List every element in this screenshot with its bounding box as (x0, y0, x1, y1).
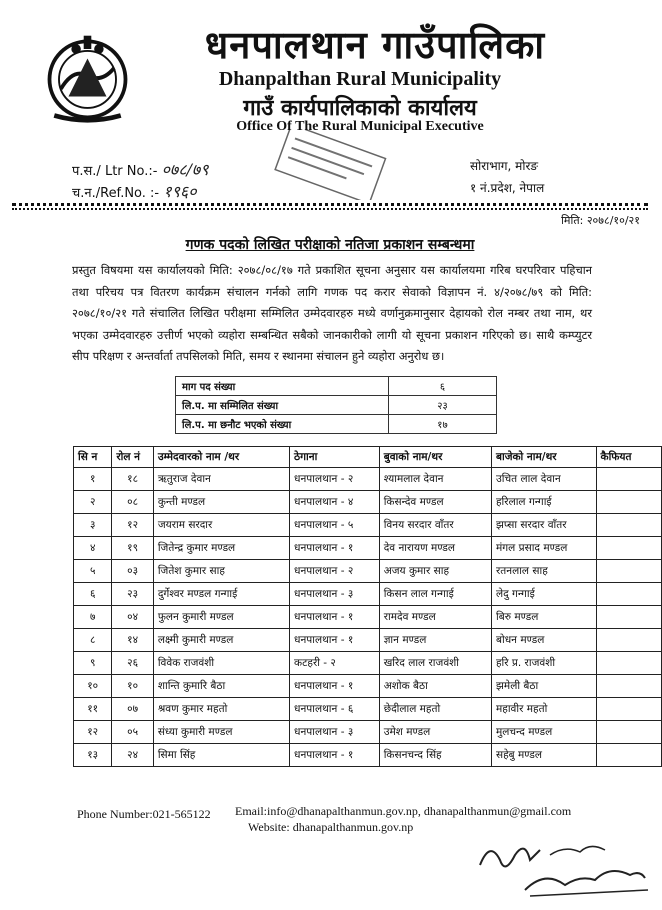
reference-number (72, 180, 197, 202)
cell-candidate-name: दुर्गेश्वर मण्डल गन्गाई (153, 583, 289, 606)
header-divider-secondary (12, 208, 648, 210)
cell-grandfather-name: महावीर महतो (491, 698, 596, 721)
cell-roll: २६ (112, 652, 153, 675)
letter-number (72, 158, 209, 180)
table-row (74, 468, 662, 491)
cell-address: धनपालथान - १ (290, 744, 380, 767)
cell-grandfather-name: हरिलाल गन्गाई (491, 491, 596, 514)
cell-father-name: उमेश मण्डल (379, 721, 491, 744)
summary-label: माग पद संख्या (176, 377, 389, 396)
cell-grandfather-name: झमेली बैठा (491, 675, 596, 698)
table-row (74, 629, 662, 652)
col-roll: रोल नं (112, 447, 153, 468)
cell-grandfather-name: बोधन मण्डल (491, 629, 596, 652)
table-row (74, 514, 662, 537)
cell-serial: ३ (74, 514, 112, 537)
cell-address: धनपालथान - १ (290, 675, 380, 698)
cell-candidate-name: श्रवण कुमार महतो (153, 698, 289, 721)
summary-value: १७ (389, 415, 497, 434)
cell-roll: २३ (112, 583, 153, 606)
cell-address: धनपालथान - ३ (290, 721, 380, 744)
table-row (74, 583, 662, 606)
signature-icon (470, 830, 650, 905)
summary-row (176, 377, 497, 396)
cell-candidate-name: जितेन्द्र कुमार मण्डल (153, 537, 289, 560)
cell-remarks (596, 629, 662, 652)
cell-serial: ५ (74, 560, 112, 583)
cell-father-name: अजय कुमार साह (379, 560, 491, 583)
office-title-en: Office Of The Rural Municipal Executive (236, 119, 484, 134)
cell-serial: १२ (74, 721, 112, 744)
table-row (74, 675, 662, 698)
cell-candidate-name: संध्या कुमारी मण्डल (153, 721, 289, 744)
cell-candidate-name: जितेश कुमार साह (153, 560, 289, 583)
footer-email: Email:info@dhanapalthanmun.gov.np, dhanapalthanmun@gmail.com (235, 804, 572, 818)
office-stamp (270, 130, 390, 200)
cell-remarks (596, 560, 662, 583)
cell-roll: ०३ (112, 560, 153, 583)
cell-grandfather-name: लेदु गन्गाई (491, 583, 596, 606)
cell-candidate-name: कुन्ती मण्डल (153, 491, 289, 514)
cell-remarks (596, 468, 662, 491)
cell-serial: ६ (74, 583, 112, 606)
cell-roll: ०७ (112, 698, 153, 721)
cell-grandfather-name: मुलचन्द मण्डल (491, 721, 596, 744)
cell-serial: ९ (74, 652, 112, 675)
cell-remarks (596, 721, 662, 744)
cell-roll: ०८ (112, 491, 153, 514)
cell-address: धनपालथान - १ (290, 606, 380, 629)
ltr-label: प.स./ Ltr No.:- (72, 164, 158, 179)
cell-serial: १० (74, 675, 112, 698)
letter-subject: गणक पदको लिखित परीक्षाको नतिजा प्रकाशन सम्बन्धमा (185, 237, 475, 253)
cell-grandfather-name: झप्सा सरदार वाँतर (491, 514, 596, 537)
cell-candidate-name: फुलन कुमारी मण्डल (153, 606, 289, 629)
cell-remarks (596, 652, 662, 675)
summary-label: लि.प. मा सम्मिलित संख्या (176, 396, 389, 415)
cell-address: धनपालथान - २ (290, 468, 380, 491)
cell-roll: १२ (112, 514, 153, 537)
table-row (74, 721, 662, 744)
col-address: ठेगाना (290, 447, 380, 468)
cell-remarks (596, 675, 662, 698)
cell-address: धनपालथान - १ (290, 537, 380, 560)
footer-phone: Phone Number:021-565122 (77, 807, 211, 821)
cell-father-name: विनय सरदार वाँतर (379, 514, 491, 537)
address-line-1: सोराभाग, मोरङ (470, 159, 539, 173)
cell-grandfather-name: उचित लाल देवान (491, 468, 596, 491)
header-divider (12, 203, 648, 206)
cell-address: धनपालथान - २ (290, 560, 380, 583)
cell-address: धनपालथान - १ (290, 629, 380, 652)
cell-address: धनपालथान - ५ (290, 514, 380, 537)
cell-remarks (596, 583, 662, 606)
cell-serial: ७ (74, 606, 112, 629)
results-body (74, 468, 662, 767)
summary-row (176, 396, 497, 415)
address-line-2: १ नं.प्रदेश, नेपाल (470, 181, 545, 195)
results-table (73, 446, 662, 767)
ltr-value: ०७८/७९ (161, 160, 209, 179)
cell-remarks (596, 698, 662, 721)
cell-roll: ०५ (112, 721, 153, 744)
col-grandfather-name: बाजेको नाम/थर (491, 447, 596, 468)
cell-remarks (596, 514, 662, 537)
ref-value: १९६० (163, 182, 197, 201)
cell-candidate-name: जयराम सरदार (153, 514, 289, 537)
cell-candidate-name: विवेक राजवंशी (153, 652, 289, 675)
col-remarks: कैफियत (596, 447, 662, 468)
cell-father-name: ज्ञान मण्डल (379, 629, 491, 652)
cell-roll: २४ (112, 744, 153, 767)
cell-father-name: किसन्देव मण्डल (379, 491, 491, 514)
summary-row (176, 415, 497, 434)
col-father-name: बुवाको नाम/थर (379, 447, 491, 468)
cell-serial: १३ (74, 744, 112, 767)
cell-serial: ११ (74, 698, 112, 721)
cell-roll: १९ (112, 537, 153, 560)
cell-roll: १४ (112, 629, 153, 652)
office-title-np: गाउँ कार्यपालिकाको कार्यालय (243, 96, 477, 121)
cell-remarks (596, 744, 662, 767)
cell-remarks (596, 606, 662, 629)
cell-serial: ८ (74, 629, 112, 652)
cell-candidate-name: शान्ति कुमारि बैठा (153, 675, 289, 698)
cell-serial: ४ (74, 537, 112, 560)
cell-grandfather-name: रतनलाल साह (491, 560, 596, 583)
cell-address: कटहरी - २ (290, 652, 380, 675)
ref-label: च.न./Ref.No. :- (72, 186, 160, 201)
cell-father-name: अशोक बैठा (379, 675, 491, 698)
cell-candidate-name: लक्ष्मी कुमारी मण्डल (153, 629, 289, 652)
municipality-title-np: धनपालथान गाउँपालिका (204, 23, 546, 67)
cell-address: धनपालथान - ४ (290, 491, 380, 514)
cell-address: धनपालथान - ३ (290, 583, 380, 606)
table-row (74, 652, 662, 675)
letter-body: प्रस्तुत विषयमा यस कार्यालयको मिति: २०७८/०८/१७ गते प्रकाशित सूचना अनुसार यस कार्यालयमा गरिब घरपरिवार पहिचान तथा परिचय पत्र वितरण कार्यक्रम संचालन गर्नको लागि गणक पद करार सेवाको विज्ञापन नं. ४/२०७८/७९ को मिति: २०७८/१०/२१ गते संचालित लिखित परीक्षमा सम्मिलित उम्मेदवारहरु मध्ये वर्णानुक्रमानुसार देहायको रोल नम्बर तथा नाम, थर भएका उम्मेदवारहरु उत्तीर्ण भएको व्यहोरा सम्बन्धित सबैको जानकारीको लागी यो सूचना प्रकाशन गरिएको छ। साथै कम्प्युटर सीप परिक्षण र अन्तर्वार्ता तपसिलको मिति, समय र स्थानमा संचालन हुने व्यहोरा अनुरोध छ। (72, 263, 592, 363)
table-row (74, 491, 662, 514)
summary-value: ६ (389, 377, 497, 396)
results-header-row (74, 447, 662, 468)
cell-candidate-name: सिमा सिंह (153, 744, 289, 767)
table-row (74, 606, 662, 629)
cell-father-name: श्यामलाल देवान (379, 468, 491, 491)
cell-remarks (596, 537, 662, 560)
table-row (74, 560, 662, 583)
letter-date: मिति: २०७८/१०/२१ (561, 214, 640, 227)
cell-candidate-name: ऋतुराज देवान (153, 468, 289, 491)
cell-grandfather-name: बिरु मण्डल (491, 606, 596, 629)
cell-father-name: देव नारायण मण्डल (379, 537, 491, 560)
cell-father-name: किसनचन्द सिंह (379, 744, 491, 767)
summary-value: २३ (389, 396, 497, 415)
cell-roll: १० (112, 675, 153, 698)
cell-grandfather-name: हरि प्र. राजवंशी (491, 652, 596, 675)
cell-serial: १ (74, 468, 112, 491)
cell-father-name: छेदीलाल महतो (379, 698, 491, 721)
table-row (74, 537, 662, 560)
cell-father-name: खरिद लाल राजवंशी (379, 652, 491, 675)
cell-roll: १८ (112, 468, 153, 491)
col-serial: सि न (74, 447, 112, 468)
cell-grandfather-name: मंगल प्रसाद मण्डल (491, 537, 596, 560)
nepal-emblem-icon (40, 30, 135, 125)
footer-website: Website: dhanapalthanmun.gov.np (248, 820, 414, 834)
cell-address: धनपालथान - ६ (290, 698, 380, 721)
cell-grandfather-name: सहेबु मण्डल (491, 744, 596, 767)
cell-serial: २ (74, 491, 112, 514)
cell-father-name: किसन लाल गन्गाई (379, 583, 491, 606)
table-row (74, 698, 662, 721)
summary-table (175, 376, 497, 434)
cell-father-name: रामदेव मण्डल (379, 606, 491, 629)
col-candidate-name: उम्मेदवारको नाम /थर (153, 447, 289, 468)
summary-label: लि.प. मा छनौट भएको संख्या (176, 415, 389, 434)
cell-remarks (596, 491, 662, 514)
cell-roll: ०४ (112, 606, 153, 629)
municipality-title-en: Dhanpalthan Rural Municipality (218, 68, 502, 90)
table-row (74, 744, 662, 767)
